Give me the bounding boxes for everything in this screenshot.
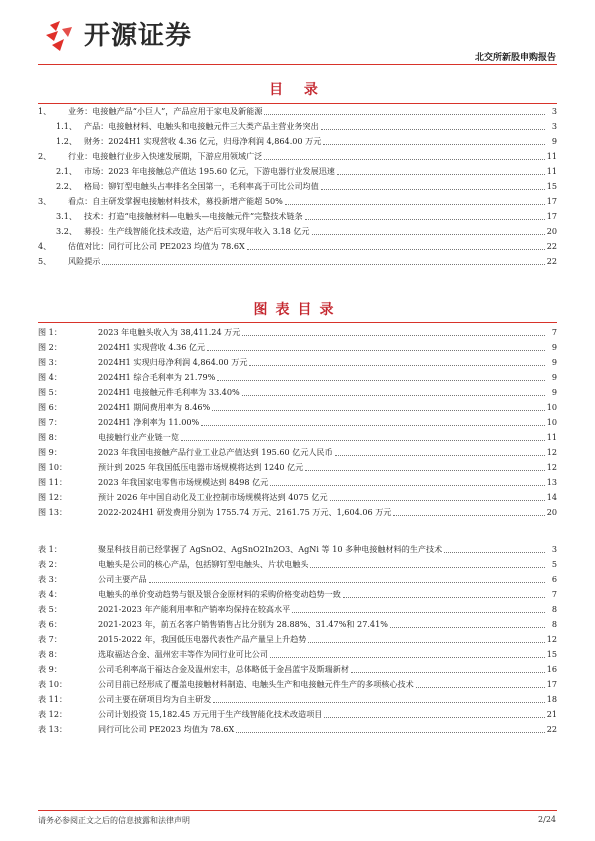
- entry-page: 17: [546, 211, 557, 221]
- table-entry[interactable]: [38, 677, 557, 692]
- leader-dots: [312, 234, 545, 235]
- entry-text: 公司主要在研项目均为自主研发: [98, 694, 212, 704]
- entry-page: 22: [546, 241, 557, 251]
- leader-dots: [213, 702, 544, 703]
- toc-entry[interactable]: [38, 119, 557, 134]
- entry-number: 图 12：: [38, 492, 68, 502]
- leader-dots: [102, 264, 544, 265]
- toc-title: 目 录: [269, 82, 326, 98]
- entry-page: 14: [546, 492, 557, 502]
- entry-text: 公司计划投资 15,182.45 万元用于生产线智能化技术改造项目: [98, 709, 323, 719]
- figure-entry[interactable]: [38, 400, 557, 415]
- leader-dots: [264, 159, 544, 160]
- company-logo: [44, 19, 192, 53]
- entry-number: 表 12：: [38, 709, 68, 719]
- toc-entry[interactable]: [38, 149, 557, 164]
- entry-number: 表 2：: [38, 559, 62, 569]
- logo-mark-icon: [44, 19, 78, 53]
- toc-entry[interactable]: [38, 134, 557, 149]
- leader-dots: [149, 582, 545, 583]
- entry-page: 21: [546, 709, 557, 719]
- entry-text: 2022-2024H1 研发费用分别为 1755.74 万元、2161.75 万元、1,604.06 万元: [98, 507, 392, 517]
- logo-text: 开源证券: [84, 21, 193, 51]
- entry-text: 2024H1 电接触元件毛利率为 33.40%: [98, 387, 240, 397]
- figure-entry[interactable]: [38, 340, 557, 355]
- leader-dots: [247, 249, 545, 250]
- entry-text: 2024H1 实现归母净利润 4,864.00 万元: [98, 357, 248, 367]
- table-list: [38, 542, 557, 737]
- entry-number: 4、: [38, 241, 52, 251]
- figure-entry[interactable]: [38, 430, 557, 445]
- entry-page: 3: [551, 106, 557, 116]
- report-type-label: 北交所新股申购报告: [474, 53, 556, 63]
- entry-number: 图 6：: [38, 402, 62, 412]
- entry-text: 技术：打造“电接触材料—电触头—电接触元件”完整技术链条: [84, 211, 303, 221]
- entry-page: 7: [551, 589, 557, 599]
- leader-dots: [393, 515, 544, 516]
- entry-text: 公司目前已经形成了覆盖电接触材料制造、电触头生产和电接触元件生产的多项核心技术: [98, 679, 414, 689]
- table-entry[interactable]: [38, 662, 557, 677]
- entry-text: 2021-2023 年，前五名客户销售销售占比分别为 28.88%、31.47%和 27.41%: [98, 619, 388, 629]
- entry-text: 电接触行业产业链一览: [98, 432, 179, 442]
- chart-index-title-divider: [38, 322, 557, 323]
- entry-page: 15: [546, 181, 557, 191]
- entry-page: 11: [546, 151, 557, 161]
- entry-number: 1、: [38, 106, 52, 116]
- entry-page: 10: [546, 402, 557, 412]
- entry-text: 公司毛利率高于福达合金及温州宏丰，总体略低于金昌蓝宇及斯瑞新材: [98, 664, 349, 674]
- entry-text: 电触头的单价变动趋势与银及银合金原材料的采购价格变动趋势一致: [98, 589, 341, 599]
- entry-text: 看点：自主研发掌握电接触材料技术，募投新增产能超 50%: [68, 196, 283, 206]
- leader-dots: [264, 114, 545, 115]
- entry-number: 表 9：: [38, 664, 62, 674]
- entry-number: 图 8：: [38, 432, 62, 442]
- table-entry[interactable]: [38, 602, 557, 617]
- entry-text: 格局：铆钉型电触头占率排名全国第一，毛利率高于可比公司均值: [84, 181, 319, 191]
- toc-entry[interactable]: [38, 194, 557, 209]
- entry-number: 图 2：: [38, 342, 62, 352]
- entry-text: 2021-2023 年产能利用率和产销率均保持在较高水平: [98, 604, 291, 614]
- toc-list: [38, 104, 557, 269]
- toc-entry[interactable]: [38, 239, 557, 254]
- entry-page: 5: [551, 559, 557, 569]
- entry-page: 7: [551, 327, 557, 337]
- table-entry[interactable]: [38, 617, 557, 632]
- entry-number: 图 11：: [38, 477, 68, 487]
- entry-text: 产品：电接触材料、电触头和电接触元件三大类产品主营业务突出: [84, 121, 319, 131]
- figure-entry[interactable]: [38, 355, 557, 370]
- leader-dots: [249, 365, 545, 366]
- leader-dots: [292, 612, 545, 613]
- entry-number: 表 8：: [38, 649, 62, 659]
- table-entry[interactable]: [38, 647, 557, 662]
- entry-page: 11: [546, 432, 557, 442]
- entry-page: 13: [546, 477, 557, 487]
- entry-text: 2023 年我国家电零售市场规模达到 8498 亿元: [98, 477, 269, 487]
- leader-dots: [335, 455, 545, 456]
- entry-number: 图 3：: [38, 357, 62, 367]
- figure-entry[interactable]: [38, 460, 557, 475]
- leader-dots: [181, 440, 545, 441]
- chart-index-title: 图表目录: [253, 302, 342, 318]
- leader-dots: [444, 552, 545, 553]
- entry-number: 5、: [38, 256, 52, 266]
- leader-dots: [201, 425, 544, 426]
- entry-text: 业务：电接触产品“小巨人”，产品应用于家电及新能源: [68, 106, 263, 116]
- leader-dots: [390, 627, 545, 628]
- table-entry[interactable]: [38, 587, 557, 602]
- entry-number: 2.1、: [56, 166, 77, 176]
- leader-dots: [236, 732, 544, 733]
- header-divider: [38, 64, 557, 65]
- entry-page: 3: [551, 544, 557, 554]
- entry-number: 2、: [38, 151, 52, 161]
- entry-page: 17: [546, 679, 557, 689]
- toc-entry[interactable]: [38, 179, 557, 194]
- entry-text: 公司主要产品: [98, 574, 147, 584]
- entry-page: 10: [546, 417, 557, 427]
- entry-page: 15: [546, 649, 557, 659]
- entry-page: 9: [551, 136, 557, 146]
- figure-entry[interactable]: [38, 370, 557, 385]
- entry-text: 2015-2022 年，我国低压电器代表性产品产量呈上升趋势: [98, 634, 307, 644]
- entry-number: 表 6：: [38, 619, 62, 629]
- leader-dots: [242, 395, 545, 396]
- figure-entry[interactable]: [38, 415, 557, 430]
- leader-dots: [270, 657, 545, 658]
- entry-number: 3、: [38, 196, 52, 206]
- leader-dots: [217, 380, 545, 381]
- entry-number: 表 7：: [38, 634, 62, 644]
- leader-dots: [212, 410, 544, 411]
- entry-number: 图 7：: [38, 417, 62, 427]
- leader-dots: [351, 672, 545, 673]
- entry-page: 22: [546, 724, 557, 734]
- entry-page: 12: [546, 634, 557, 644]
- entry-page: 22: [546, 256, 557, 266]
- table-entry[interactable]: [38, 692, 557, 707]
- entry-text: 选取福达合金、温州宏丰等作为同行业可比公司: [98, 649, 268, 659]
- entry-text: 市场：2023 年电接触总产值达 195.60 亿元，下游电器行业发展迅速: [84, 166, 335, 176]
- leader-dots: [324, 717, 544, 718]
- figure-entry[interactable]: [38, 325, 557, 340]
- entry-text: 2023 年电触头收入为 38,411.24 万元: [98, 327, 241, 337]
- leader-dots: [343, 597, 545, 598]
- leader-dots: [305, 219, 545, 220]
- entry-number: 表 5：: [38, 604, 62, 614]
- figure-entry[interactable]: [38, 475, 557, 490]
- entry-page: 8: [551, 604, 557, 614]
- figure-entry[interactable]: [38, 490, 557, 505]
- entry-text: 2024H1 净利率为 11.00%: [98, 417, 200, 427]
- leader-dots: [416, 687, 545, 688]
- toc-entry[interactable]: [38, 254, 557, 269]
- leader-dots: [285, 204, 545, 205]
- entry-number: 图 5：: [38, 387, 62, 397]
- entry-text: 电触头是公司的核心产品，包括铆钉型电触头、片状电触头: [98, 559, 309, 569]
- toc-entry[interactable]: [38, 209, 557, 224]
- footer-disclaimer: 请务必参阅正文之后的信息披露和法律声明: [38, 816, 190, 825]
- entry-text: 估值对比：同行可比公司 PE2023 均值为 78.6X: [68, 241, 245, 251]
- entry-number: 1.2、: [56, 136, 77, 146]
- leader-dots: [337, 174, 545, 175]
- leader-dots: [310, 567, 545, 568]
- entry-text: 行业：电接触行业步入快速发展期，下游应用领域广泛: [68, 151, 263, 161]
- entry-number: 表 1：: [38, 544, 62, 554]
- entry-text: 同行可比公司 PE2023 均值为 78.6X: [98, 724, 235, 734]
- figure-entry[interactable]: [38, 445, 557, 460]
- table-entry[interactable]: [38, 722, 557, 737]
- entry-page: 9: [551, 372, 557, 382]
- entry-page: 11: [546, 166, 557, 176]
- entry-number: 图 13：: [38, 507, 68, 517]
- leader-dots: [305, 470, 544, 471]
- leader-dots: [323, 144, 545, 145]
- entry-text: 2024H1 综合毛利率为 21.79%: [98, 372, 216, 382]
- leader-dots: [207, 350, 545, 351]
- leader-dots: [270, 485, 544, 486]
- entry-number: 图 1：: [38, 327, 62, 337]
- figure-list: [38, 325, 557, 520]
- table-entry[interactable]: [38, 707, 557, 722]
- entry-page: 3: [551, 121, 557, 131]
- table-entry[interactable]: [38, 542, 557, 557]
- entry-page: 6: [551, 574, 557, 584]
- entry-page: 9: [551, 342, 557, 352]
- leader-dots: [308, 642, 544, 643]
- entry-text: 预计到 2025 年我国低压电器市场规模将达到 1240 亿元: [98, 462, 304, 472]
- toc-entry[interactable]: [38, 164, 557, 179]
- entry-page: 20: [546, 507, 557, 517]
- entry-number: 图 4：: [38, 372, 62, 382]
- entry-page: 12: [546, 447, 557, 457]
- entry-text: 预计 2026 年中国自动化及工业控制市场规模将达到 4075 亿元: [98, 492, 328, 502]
- leader-dots: [321, 189, 545, 190]
- entry-page: 18: [546, 694, 557, 704]
- entry-number: 3.1、: [56, 211, 77, 221]
- entry-number: 表 4：: [38, 589, 62, 599]
- footer-divider: [38, 810, 557, 811]
- entry-number: 2.2、: [56, 181, 77, 191]
- entry-text: 募投：生产线智能化技术改造，达产后可实现年收入 3.18 亿元: [84, 226, 310, 236]
- page-number: 2/24: [538, 815, 556, 824]
- figure-entry[interactable]: [38, 505, 557, 520]
- table-entry[interactable]: [38, 632, 557, 647]
- figure-entry[interactable]: [38, 385, 557, 400]
- entry-number: 表 10：: [38, 679, 68, 689]
- entry-page: 9: [551, 387, 557, 397]
- leader-dots: [330, 500, 545, 501]
- entry-page: 20: [546, 226, 557, 236]
- entry-number: 1.1、: [56, 121, 77, 131]
- entry-page: 17: [546, 196, 557, 206]
- entry-number: 3.2、: [56, 226, 77, 236]
- toc-entry[interactable]: [38, 104, 557, 119]
- entry-page: 9: [551, 357, 557, 367]
- entry-number: 表 3：: [38, 574, 62, 584]
- toc-entry[interactable]: [38, 224, 557, 239]
- entry-page: 8: [551, 619, 557, 629]
- entry-text: 2024H1 实现营收 4.36 亿元: [98, 342, 206, 352]
- entry-text: 财务：2024H1 实现营收 4.36 亿元，归母净利润 4,864.00 万元: [84, 136, 322, 146]
- entry-page: 12: [546, 462, 557, 472]
- entry-text: 2023 年我国电接触产品行业工业总产值达到 195.60 亿元人民币: [98, 447, 333, 457]
- table-entry[interactable]: [38, 572, 557, 587]
- entry-text: 风险提示: [68, 256, 101, 266]
- entry-number: 图 10：: [38, 462, 68, 472]
- entry-number: 图 9：: [38, 447, 62, 457]
- entry-number: 表 11：: [38, 694, 68, 704]
- entry-text: 2024H1 期间费用率为 8.46%: [98, 402, 211, 412]
- entry-number: 表 13：: [38, 724, 68, 734]
- leader-dots: [321, 129, 545, 130]
- entry-text: 聚星科技目前已经掌握了 AgSnO2、AgSnO2In2O3、AgNi 等 10 多种电接触材料的生产技术: [98, 544, 443, 554]
- table-entry[interactable]: [38, 557, 557, 572]
- leader-dots: [242, 335, 545, 336]
- entry-page: 16: [546, 664, 557, 674]
